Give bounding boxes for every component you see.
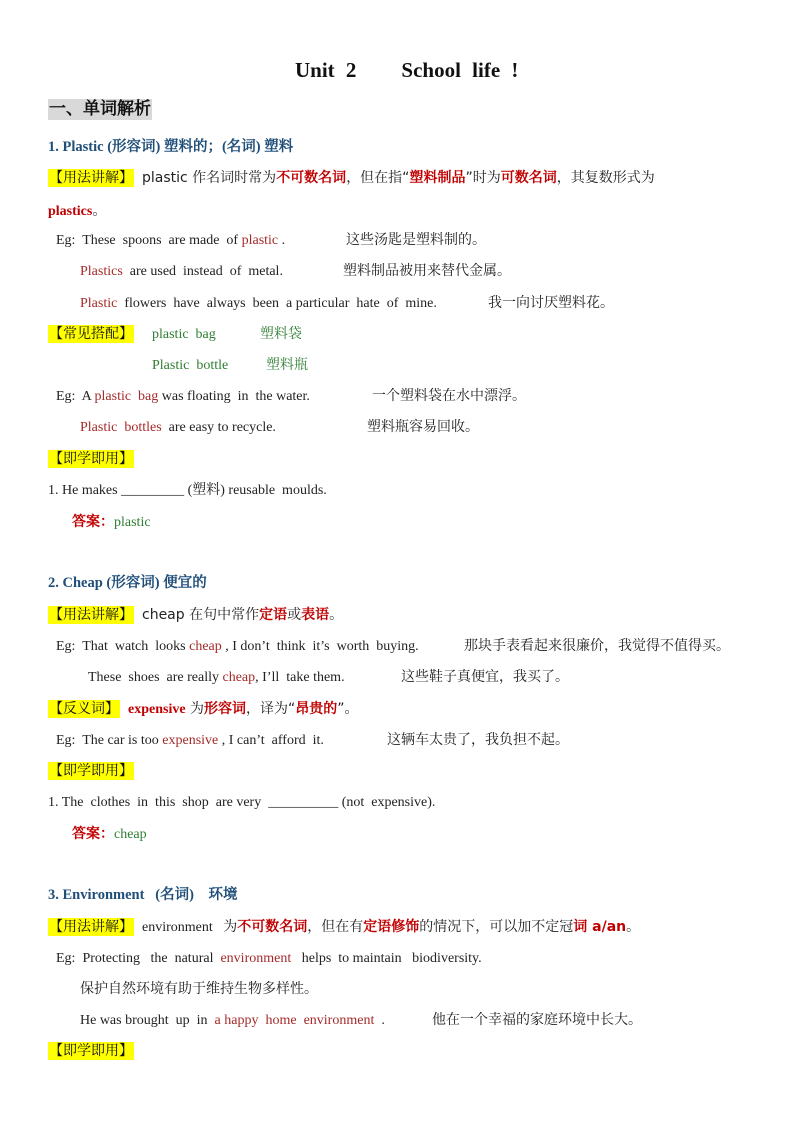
example-sentence: Eg: A plastic bag was floating in the water. bbox=[56, 389, 310, 404]
practice-tag: 【即学即用】 bbox=[49, 1043, 133, 1059]
collocation-tag: 【常见搭配】 bbox=[49, 326, 133, 342]
example-sentence: Plastic flowers have always been a particular hate of mine. bbox=[80, 296, 437, 311]
practice-line bbox=[48, 451, 134, 467]
example-translation: 这些汤匙是塑料制的。 bbox=[346, 232, 486, 248]
practice-line bbox=[48, 763, 134, 779]
usage-tag: 【用法讲解】 bbox=[49, 919, 133, 935]
page-title: Unit 2 School life ! bbox=[295, 58, 519, 82]
example-sentence: Plastics are used instead of metal. bbox=[80, 264, 283, 279]
example-sentence: Eg: The car is too expensive , I can’t afford it. bbox=[56, 733, 324, 748]
usage-tag: 【用法讲解】 bbox=[49, 607, 133, 623]
usage-line: 【用法讲解】 environment 为不可数名词，但在有定语修饰的情况下，可以加不定冠词 a/an。 bbox=[49, 919, 641, 935]
example-translation: 这辆车太贵了，我负担不起。 bbox=[387, 732, 569, 748]
example-sentence: Eg: These spoons are made of plastic . bbox=[56, 233, 286, 248]
example-sentence: Plastic bottles are easy to recycle. bbox=[80, 420, 276, 435]
antonym-tag: 【反义词】 bbox=[49, 701, 119, 717]
collocation-line bbox=[48, 326, 134, 342]
practice-question: 1. He makes _________ (塑料) reusable moulds. bbox=[48, 483, 327, 498]
example-translation: 这些鞋子真便宜，我买了。 bbox=[401, 669, 569, 685]
practice-line bbox=[48, 1043, 134, 1059]
usage-line: 【用法讲解】 cheap 在句中常作定语或表语。 bbox=[49, 607, 344, 623]
usage-line-cont: plastics。 bbox=[48, 203, 107, 219]
answer-value: plastic bbox=[114, 515, 151, 530]
collocation-en: plastic bag bbox=[152, 327, 216, 342]
collocation-en: Plastic bottle bbox=[152, 358, 229, 373]
section-heading: 一、单词解析 bbox=[49, 99, 151, 119]
practice-question: 1. The clothes in this shop are very __________ (not expensive). bbox=[48, 795, 436, 810]
answer-value: cheap bbox=[114, 827, 147, 842]
practice-tag: 【即学即用】 bbox=[49, 763, 133, 779]
word-heading-environment: 3. Environment (名词) 环境 bbox=[48, 887, 238, 903]
practice-tag: 【即学即用】 bbox=[49, 451, 133, 467]
example-translation: 塑料制品被用来替代金属。 bbox=[343, 263, 511, 279]
example-translation: 他在一个幸福的家庭环境中长大。 bbox=[432, 1012, 642, 1028]
antonym-line: 【反义词】 expensive 为形容词，译为“昂贵的”。 bbox=[49, 701, 359, 717]
usage-tag: 【用法讲解】 bbox=[49, 170, 133, 186]
example-translation: 我一向讨厌塑料花。 bbox=[488, 295, 614, 311]
example-translation: 那块手表看起来很廉价，我觉得不值得买。 bbox=[464, 638, 730, 654]
example-sentence: These shoes are really cheap, I’ll take them. bbox=[88, 670, 345, 685]
example-translation: 塑料瓶容易回收。 bbox=[367, 419, 479, 435]
example-translation: 一个塑料袋在水中漂浮。 bbox=[372, 388, 526, 404]
example-translation: 保护自然环境有助于维持生物多样性。 bbox=[80, 981, 318, 997]
collocation-cn: 塑料袋 bbox=[260, 326, 302, 342]
answer-line: 答案：cheap bbox=[72, 826, 147, 842]
word-heading-plastic: 1. Plastic (形容词) 塑料的；(名词) 塑料 bbox=[48, 139, 294, 155]
usage-line: 【用法讲解】 plastic 作名词时常为不可数名词，但在指“塑料制品”时为可数名词，其复数形式为 bbox=[49, 170, 655, 186]
word-heading-cheap: 2. Cheap (形容词) 便宜的 bbox=[48, 575, 207, 591]
collocation-cn: 塑料瓶 bbox=[266, 357, 308, 373]
example-sentence: Eg: Protecting the natural environment helps to maintain biodiversity. bbox=[56, 951, 482, 966]
example-sentence: Eg: That watch looks cheap , I don’t think it’s worth buying. bbox=[56, 639, 419, 654]
answer-line: 答案：plastic bbox=[72, 514, 151, 530]
example-sentence: He was brought up in a happy home environment . bbox=[80, 1013, 385, 1028]
